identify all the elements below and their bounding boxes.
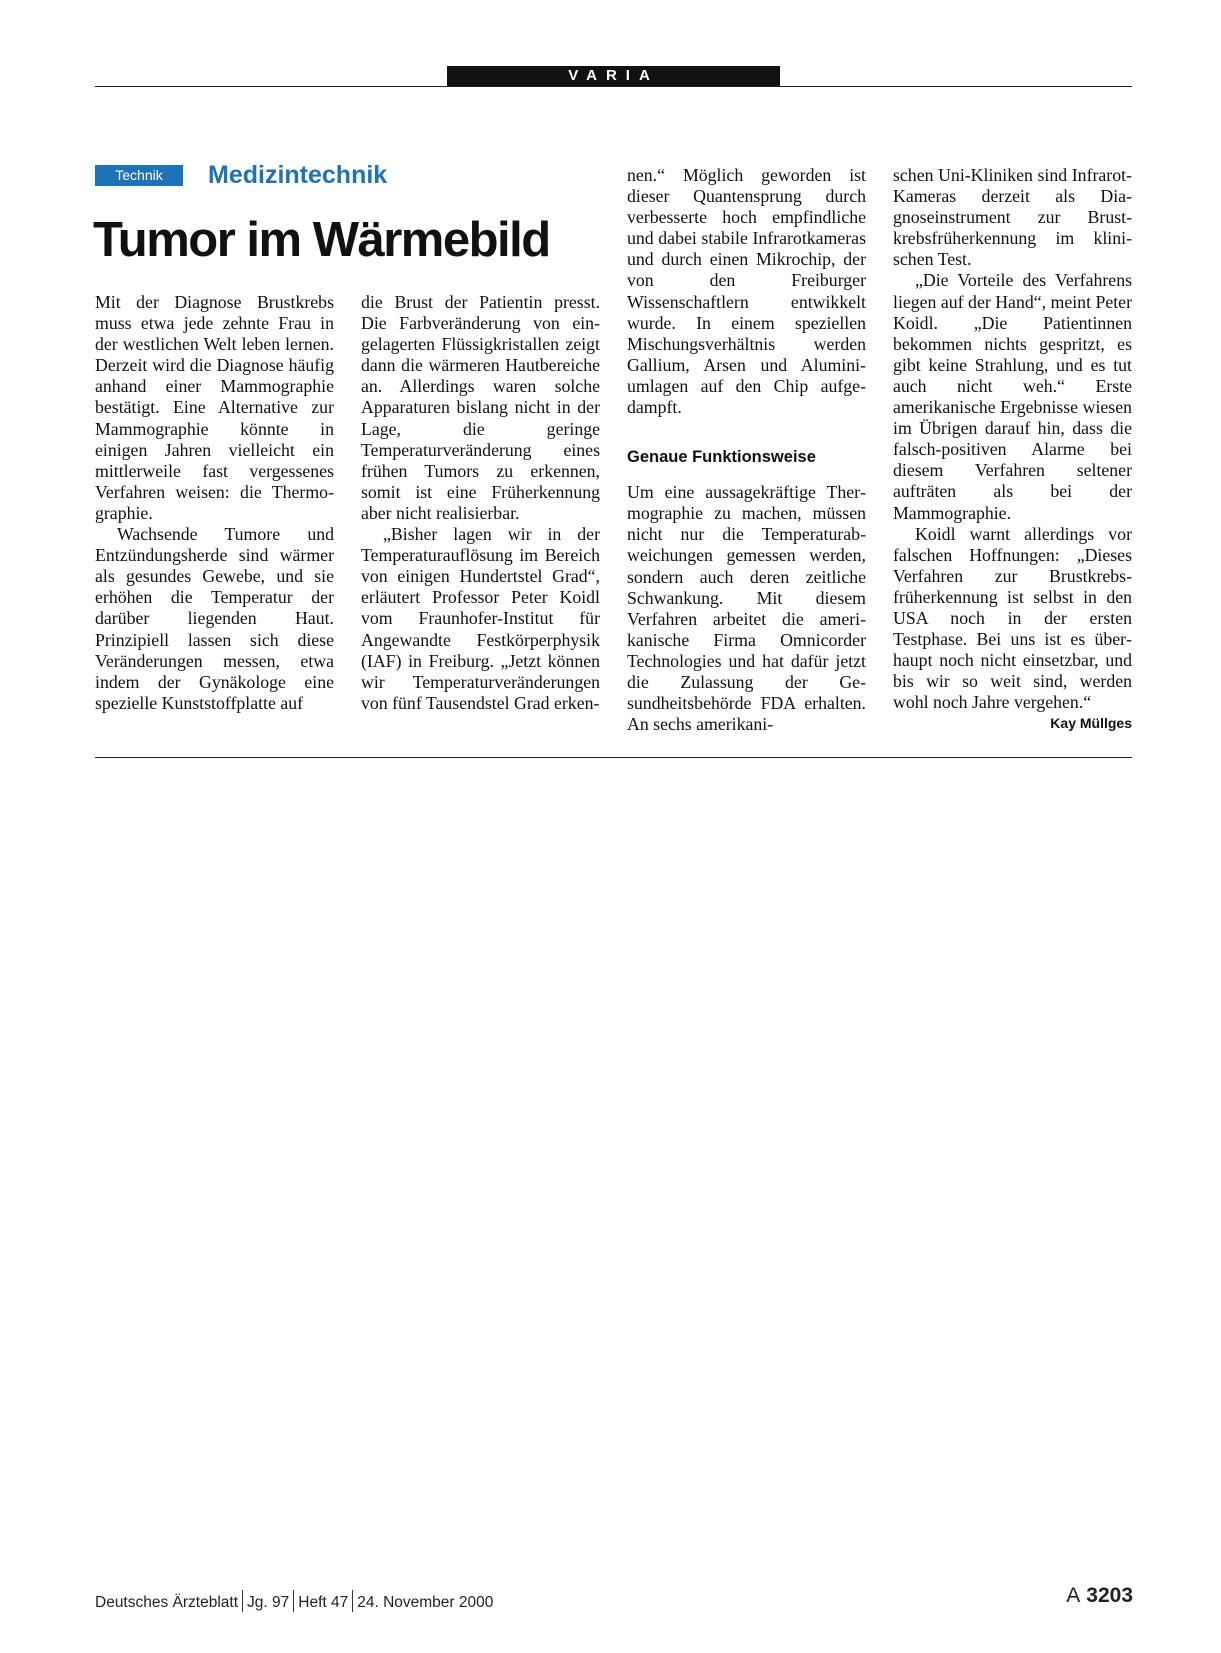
subheading: Genaue Funktionsweise [627, 448, 816, 467]
paragraph: „Bisher lagen wir in der Temperaturauflösung im Bereich von einigen Hundertstel Grad“, erläutert Professor Peter Koidl vom Fraunhofer-Institut für Angewandte Festkörperphysik (IAF) in Freiburg. „Jetzt können wir Temperaturveränderungen von fünf Tausendstel Grad erken- [361, 524, 600, 713]
footer-separator [242, 1590, 243, 1612]
paragraph: nen.“ Möglich geworden ist dieser Quantensprung durch verbesserte hoch empfindliche und dabei stabile Infrarotkameras und durch einen Mikrochip, der von den Freiburger Wissenschaftlern entwikkelt wurde. In einem speziellen Mischungsverhältnis werden Gallium, Arsen und Aluminiumlagen auf den Chip aufgedampft. [627, 165, 866, 418]
volume: Jg. 97 [247, 1594, 290, 1611]
top-rule [95, 86, 1132, 87]
issue-date: 24. November 2000 [357, 1594, 494, 1611]
paragraph: Wachsende Tumore und Entzündungsherde sind wärmer als gesundes Gewebe, und sie erhöhen die Temperatur der darüber liegenden Haut. Prinzipiell lassen sich diese Veränderungen messen, etwa indem der Gynäkologe eine spezielle Kunststoffplatte auf [95, 524, 334, 713]
headline: Tumor im Wärmebild [93, 213, 550, 267]
paragraph: Mit der Diagnose Brustkrebs muss etwa jede zehnte Frau in der westlichen Welt leben lernen. Derzeit wird die Diagnose häufig anhand einer Mammographie bestätigt. Eine Alternative zur Mammographie könnte in einigen Jahren vielleicht ein mittlerweile fast vergessenes Verfahren weisen: die Thermographie. [95, 292, 334, 523]
article-column-2 [361, 292, 600, 714]
paragraph-text: Koidl warnt allerdings vor falschen Hoffnungen: „Dieses Verfahren zur Brustkrebsfrüherkennung ist selbst in den USA noch in der ersten Testphase. Bei uns ist es überhaupt noch nicht einsetzbar, und bis wir so weit sind, werden wohl noch Jahre vergehen.“ [893, 523, 1132, 713]
section-band: VARIA [447, 66, 780, 86]
page-prefix: A [1066, 1584, 1081, 1607]
page-number [1066, 1584, 1133, 1608]
kicker: Medizintechnik [208, 161, 388, 189]
article-column-1 [95, 292, 334, 714]
issue: Heft 47 [298, 1594, 349, 1611]
article-column-4 [893, 165, 1132, 735]
article-column-3 [627, 165, 866, 735]
footer-separator [293, 1590, 294, 1612]
paragraph: „Die Vorteile des Verfahrens liegen auf der Hand“, meint Peter Koidl. „Die Patientinnen bekommen nichts gespritzt, es gibt keine Strahlung, und es tut auch nicht weh.“ Erste amerikanische Ergebnisse wiesen im Übrigen darauf hin, dass die falsch-positiven Alarme bei diesem Verfahren seltener aufträten als bei der Mammographie. [893, 270, 1132, 523]
footer-citation [95, 1590, 493, 1612]
author-byline: Kay Müllges [1050, 715, 1132, 732]
paragraph-last [893, 523, 1132, 732]
page-number-value: 3203 [1086, 1584, 1133, 1607]
footer-separator [352, 1590, 353, 1612]
bottom-rule [95, 757, 1132, 758]
rubric-label: Technik [95, 165, 183, 186]
paragraph: Um eine aussagekräftige Thermographie zu machen, müssen nicht nur die Temperaturabweichungen gemessen werden, sondern auch deren zeitliche Schwankung. Mit diesem Verfahren arbeitet die amerikanische Firma Omnicorder Technologies und hat dafür jetzt die Zulassung der Gesundheitsbehörde FDA erhalten. An sechs amerikani- [627, 482, 866, 735]
journal-name: Deutsches Ärzteblatt [95, 1594, 239, 1611]
paragraph: die Brust der Patientin presst. Die Farbveränderung von eingelagerten Flüssigkristallen zeigt dann die wärmeren Hautbereiche an. Allerdings waren solche Apparaturen bislang nicht in der Lage, die geringe Temperaturveränderung eines frühen Tumors zu erkennen, somit ist eine Früherkennung aber nicht realisierbar. [361, 292, 600, 523]
paragraph: schen Uni-Kliniken sind Infrarot-Kameras derzeit als Diagnoseinstrument zur Brustkrebsfrüherkennung im klinischen Test. [893, 165, 1132, 270]
